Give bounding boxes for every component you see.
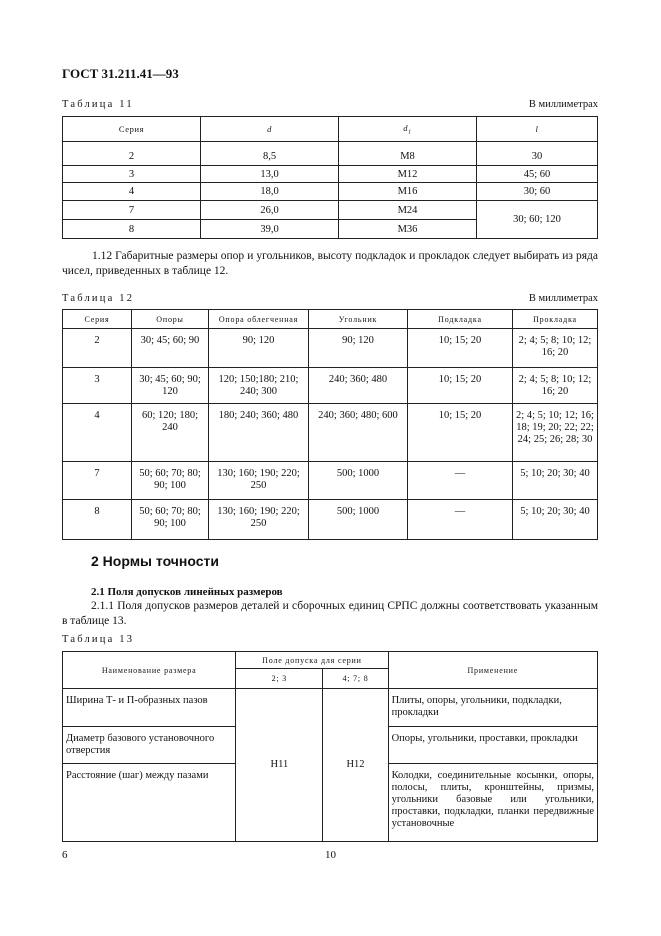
t13-header-application: Применение	[388, 652, 597, 689]
t12-cell: 5; 10; 20; 30; 40	[513, 500, 598, 540]
table13-caption: Таблица 13	[62, 634, 135, 645]
t12-cell: 180; 240; 360; 480	[209, 404, 309, 462]
t12-cell: 10; 15; 20	[408, 329, 513, 368]
t12-header: Опора облегченная	[209, 310, 309, 329]
table11-caption: Таблица 11	[62, 99, 134, 110]
t12-cell: —	[408, 500, 513, 540]
t11-cell: 45; 60	[477, 166, 598, 183]
t12-cell: 7	[63, 462, 132, 500]
t11-merged-cell: 30; 60; 120	[477, 201, 598, 239]
t12-cell: 2; 4; 5; 8; 10; 12; 16; 20	[513, 368, 598, 404]
t13-header-group: Поле допуска для серии	[236, 652, 388, 669]
t13-tolerance-series-1: H11	[236, 689, 323, 842]
t13-tolerance-series-2: H12	[323, 689, 388, 842]
t11-cell: M16	[339, 183, 477, 201]
table12-caption: Таблица 12	[62, 293, 135, 304]
t11-cell: 4	[63, 183, 201, 201]
t12-header: Подкладка	[408, 310, 513, 329]
t12-header: Опоры	[132, 310, 209, 329]
page-number-left: 6	[62, 849, 68, 861]
t12-header: Серия	[63, 310, 132, 329]
t13-row-application: Колодки, соединительные косынки, опоры, полосы, плиты, кронштейны, призмы, угольники базовые или угольники, проставки, подкладки, планки передвижные установочные	[388, 764, 597, 842]
t11-cell: 18,0	[201, 183, 339, 201]
t11-cell: M36	[339, 220, 477, 239]
t11-cell: 3	[63, 166, 201, 183]
t12-cell: 90; 120	[209, 329, 309, 368]
t12-cell: 3	[63, 368, 132, 404]
paragraph-2-1-1: 2.1.1 Поля допусков размеров деталей и сборочных единиц СРПС должны соответствовать указанным в таблице 13.	[62, 600, 598, 627]
t13-row-name: Расстояние (шаг) между пазами	[63, 764, 236, 842]
t11-header-l: l	[477, 117, 598, 142]
t11-cell: M24	[339, 201, 477, 220]
t11-header-series: Серия	[63, 117, 201, 142]
t11-cell: 7	[63, 201, 201, 220]
document-header: ГОСТ 31.211.41—93	[62, 66, 179, 81]
t12-header: Угольник	[309, 310, 408, 329]
t11-cell: 26,0	[201, 201, 339, 220]
t12-cell: 240; 360; 480; 600	[309, 404, 408, 462]
t12-cell: 5; 10; 20; 30; 40	[513, 462, 598, 500]
t12-cell: 8	[63, 500, 132, 540]
t12-cell: 130; 160; 190; 220; 250	[209, 500, 309, 540]
t13-header-series-1: 2; 3	[236, 669, 323, 689]
t12-cell: 10; 15; 20	[408, 368, 513, 404]
t11-cell: 39,0	[201, 220, 339, 239]
t12-cell: 500; 1000	[309, 462, 408, 500]
t12-cell: 130; 160; 190; 220; 250	[209, 462, 309, 500]
t12-cell: 60; 120; 180; 240	[132, 404, 209, 462]
section-2-title: 2 Нормы точности	[91, 553, 219, 569]
t12-cell: 4	[63, 404, 132, 462]
t12-cell: 500; 1000	[309, 500, 408, 540]
paragraph-1-12: 1.12 Габаритные размеры опор и угольников, высоту подкладок и прокладок следует выбирать из ряда чисел, приведенных в таблице 12.	[62, 250, 598, 277]
t12-cell: 50; 60; 70; 80; 90; 100	[132, 500, 209, 540]
t11-cell: M12	[339, 166, 477, 183]
t12-header: Прокладка	[513, 310, 598, 329]
t13-row-name: Ширина Т- и П-образных пазов	[63, 689, 236, 727]
t11-cell: 8	[63, 220, 201, 239]
t13-header-series-2: 4; 7; 8	[323, 669, 388, 689]
t11-cell: 2	[63, 142, 201, 166]
t12-cell: 2	[63, 329, 132, 368]
t11-cell: 8,5	[201, 142, 339, 166]
table11	[62, 116, 598, 239]
section-2-1-title: 2.1 Поля допусков линейных размеров	[91, 586, 283, 598]
t11-cell: 30	[477, 142, 598, 166]
t12-cell: 2; 4; 5; 8; 10; 12; 16; 20	[513, 329, 598, 368]
t13-header-name: Наименование размера	[63, 652, 236, 689]
table12-unit: В миллиметрах	[528, 293, 598, 304]
table13	[62, 651, 598, 842]
t12-cell: 240; 360; 480	[309, 368, 408, 404]
t13-row-application: Плиты, опоры, угольники, подкладки, прокладки	[388, 689, 597, 727]
t13-row-application: Опоры, угольники, проставки, прокладки	[388, 727, 597, 764]
t12-cell: 30; 45; 60; 90; 120	[132, 368, 209, 404]
t12-cell: 2; 4; 5; 10; 12; 16; 18; 19; 20; 22; 22; 24; 25; 26; 28; 30	[513, 404, 598, 462]
t13-row-name: Диаметр базового установочного отверстия	[63, 727, 236, 764]
t12-cell: 10; 15; 20	[408, 404, 513, 462]
t11-cell: 30; 60	[477, 183, 598, 201]
t12-cell: 50; 60; 70; 80; 90; 100	[132, 462, 209, 500]
t11-cell: 13,0	[201, 166, 339, 183]
t11-header-d: d	[201, 117, 339, 142]
t12-cell: 30; 45; 60; 90	[132, 329, 209, 368]
t12-cell: —	[408, 462, 513, 500]
t11-cell: M8	[339, 142, 477, 166]
table11-unit: В миллиметрах	[528, 99, 598, 110]
t12-cell: 120; 150;180; 210; 240; 300	[209, 368, 309, 404]
page-number-center: 10	[325, 849, 336, 861]
t11-header-d1: $d_1$	[339, 117, 477, 142]
table12	[62, 309, 598, 540]
t12-cell: 90; 120	[309, 329, 408, 368]
